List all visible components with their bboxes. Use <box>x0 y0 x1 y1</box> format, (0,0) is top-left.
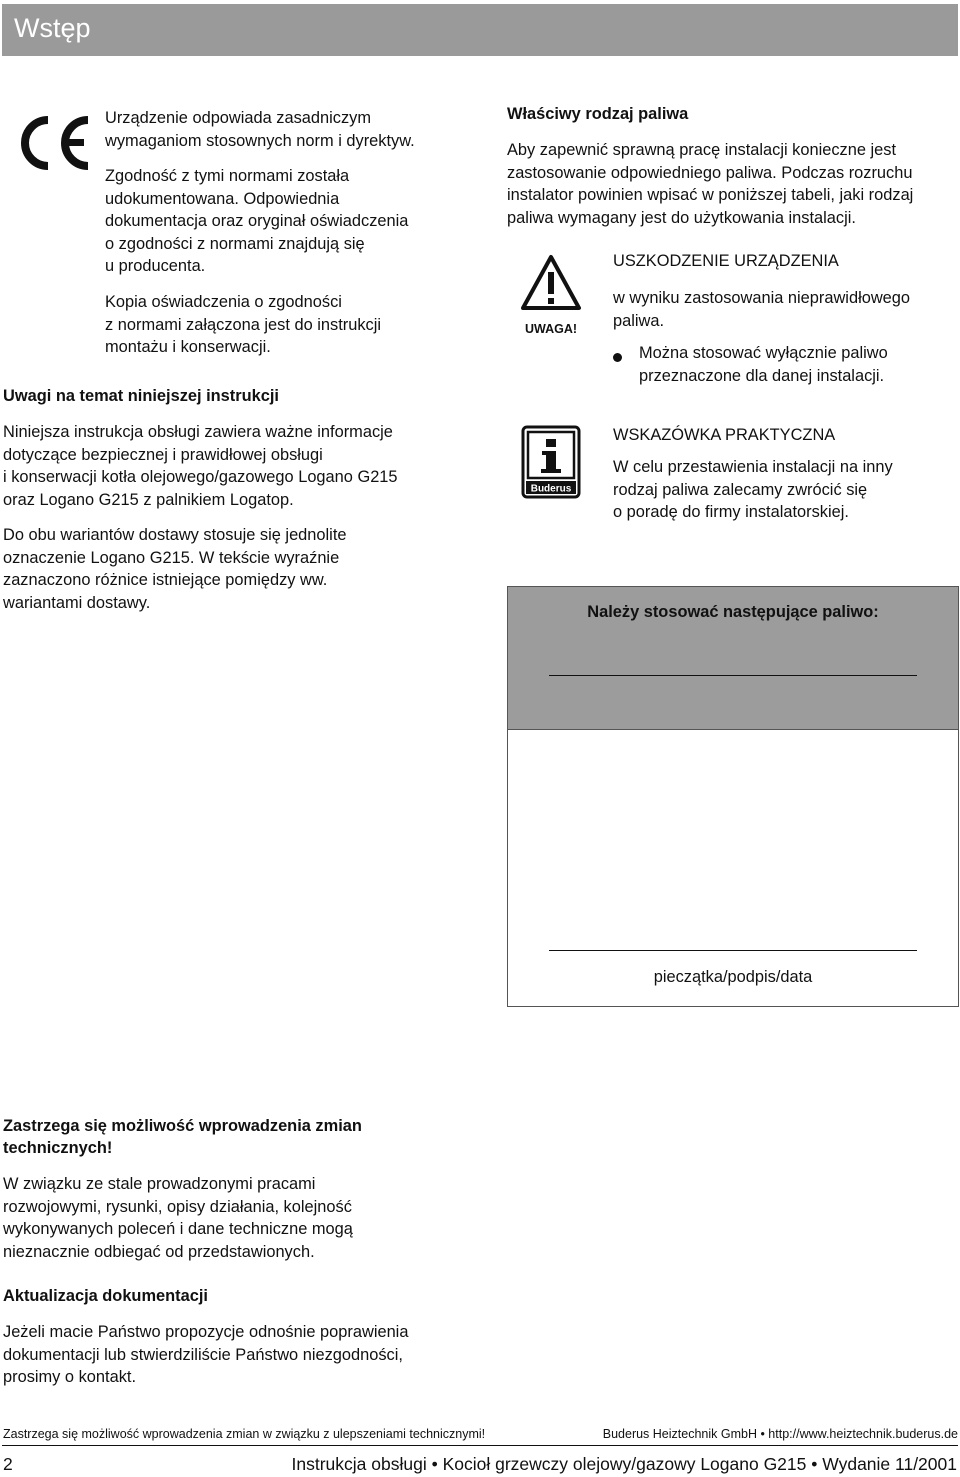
warning-label: UWAGA! <box>525 322 578 336</box>
fuel-paragraph: Aby zapewnić sprawną pracę instalacji konieczne jest zastosowanie odpowiedniego paliwa. Podczas rozruchu instalator powinien wpisać w poniższej tabeli, jaki rodzaj paliwa wymagany jest do użytkowania instalacji. <box>507 141 914 227</box>
footer-company: Buderus Heiztechnik GmbH • http://www.heiztechnik.buderus.de <box>602 1427 958 1441</box>
tip-heading: WSKAZÓWKA PRAKTYCZNA <box>613 426 836 444</box>
footer-note: Zastrzega się możliwość wprowadzenia zmian w związku z ulepszeniami technicznymi! <box>3 1427 486 1441</box>
fuel-box-title: Należy stosować następujące paliwo: <box>587 603 879 621</box>
changes-paragraph: W związku ze stale prowadzonymi pracami rozwojowymi, rysunki, opisy działania, kolejność wykonywanych poleceń i dane techniczne mogą nieznacznie odbiegać od przedstawionych. <box>3 1175 353 1261</box>
notes-paragraph-1: Niniejsza instrukcja obsługi zawiera ważne informacje dotyczące bezpiecznej i prawidłowej obsługi i konserwacji kotła olejowego/gazowego Logano G215 oraz Logano G215 z palnikiem Logatop. <box>3 423 398 509</box>
warning-text: w wyniku zastosowania nieprawidłowego paliwa. <box>613 289 911 330</box>
warning-bullet-icon <box>613 349 622 367</box>
page-number: 2 <box>3 1454 13 1474</box>
warning-heading: USZKODZENIE URZĄDZENIA <box>613 252 839 270</box>
signature-line[interactable] <box>549 950 917 951</box>
ce-paragraph-1: Urządzenie odpowiada zasadniczym wymaganiom stosownych norm i dyrektyw. <box>105 109 415 150</box>
info-icon <box>520 424 582 505</box>
fuel-heading: Właściwy rodzaj paliwa <box>507 105 689 123</box>
ce-paragraph-2: Zgodność z tymi normami została udokumentowana. Odpowiednia dokumentacja oraz oryginał oświadczenia o zgodności z normami znajdują się u producenta. <box>105 167 409 275</box>
warning-triangle-icon <box>520 254 582 317</box>
update-heading: Aktualizacja dokumentacji <box>3 1287 208 1305</box>
warning-bullet-text: Można stosować wyłącznie paliwo przeznaczone dla danej instalacji. <box>639 344 888 385</box>
signature-label: pieczątka/podpis/data <box>653 968 813 986</box>
footer-doc-title: Instrukcja obsługi • Kocioł grzewczy olejowy/gazowy Logano G215 • Wydanie 11/2001 <box>291 1454 957 1474</box>
ce-paragraph-3: Kopia oświadczenia o zgodności z normami załączona jest do instrukcji montażu i konserwacji. <box>105 293 382 356</box>
footer-divider <box>2 1445 958 1446</box>
tip-text: W celu przestawienia instalacji na inny rodzaj paliwa zalecamy zwrócić się o poradę do firmy instalatorskiej. <box>613 458 893 521</box>
svg-text:Buderus: Buderus <box>530 483 572 495</box>
page-title: Wstęp <box>14 13 91 43</box>
changes-heading: Zastrzega się możliwość wprowadzenia zmian technicznych! <box>3 1117 362 1157</box>
notes-paragraph-2: Do obu wariantów dostawy stosuje się jednolite oznaczenie Logano G215. W tekście wyraźnie zaznaczono różnice istniejące pomiędzy ww. wariantami dostawy. <box>3 526 347 612</box>
ce-mark-icon <box>12 112 92 179</box>
fuel-entry-line[interactable] <box>549 675 917 676</box>
update-paragraph: Jeżeli macie Państwo propozycje odnośnie poprawienia dokumentacji lub stwierdziliście Państwo niezgodności, prosimy o kontakt. <box>3 1323 409 1386</box>
notes-heading: Uwagi na temat niniejszej instrukcji <box>3 387 279 405</box>
header-bar <box>2 4 958 56</box>
